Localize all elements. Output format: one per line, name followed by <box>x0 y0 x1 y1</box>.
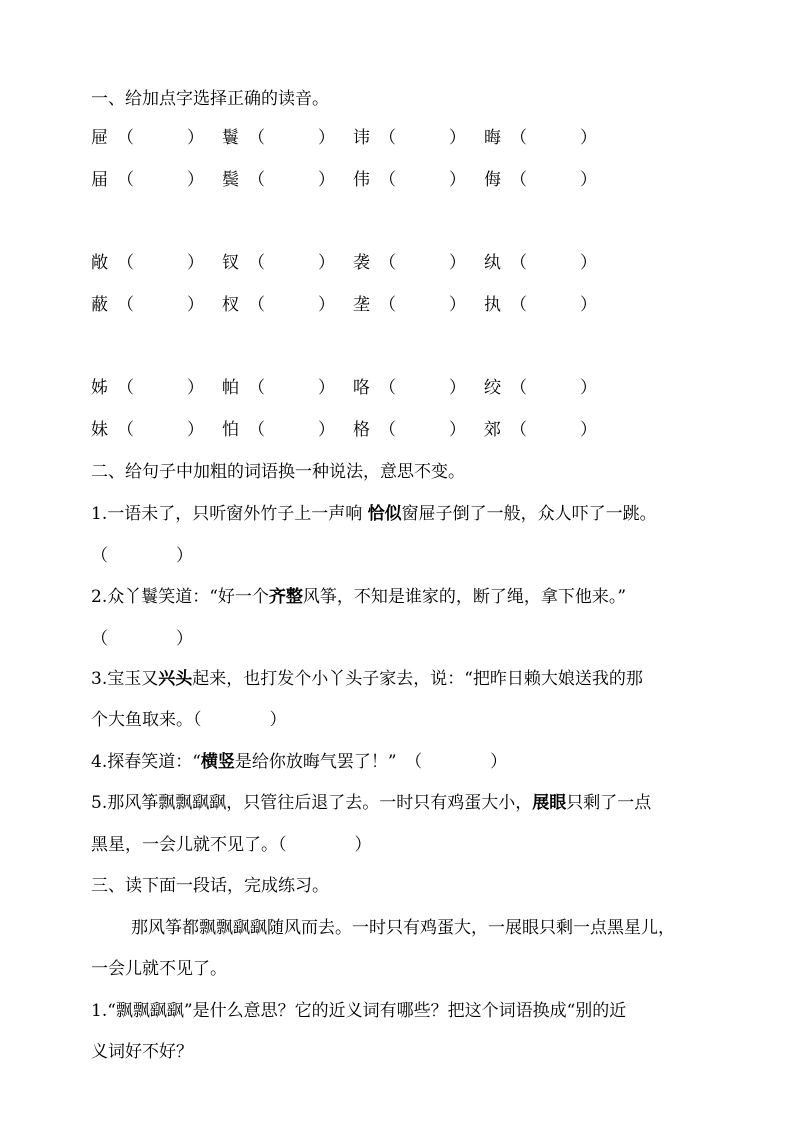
pinyin-item <box>353 127 466 149</box>
answer-blank-close: ） <box>187 128 204 148</box>
pinyin-item <box>484 377 597 399</box>
target-character: 姊 <box>91 378 108 398</box>
answer-blank-close: ） <box>580 420 597 440</box>
q1-text-b: 窗屉子倒了一般，众人吓了一跳。 <box>401 504 657 524</box>
answer-blank-open[interactable]: （ <box>510 378 527 398</box>
answer-blank-open[interactable]: （ <box>379 170 396 190</box>
pinyin-item <box>91 294 204 316</box>
q1-bold-word: 恰似 <box>367 504 402 524</box>
answer-blank-open[interactable]: （ <box>248 378 265 398</box>
pinyin-item <box>91 419 204 441</box>
pinyin-item <box>484 252 597 274</box>
answer-blank-close: ） <box>187 170 204 190</box>
pinyin-item <box>91 169 204 191</box>
answer-blank-close: ） <box>580 170 597 190</box>
answer-blank-open[interactable]: （ <box>117 253 134 273</box>
pinyin-item <box>222 419 335 441</box>
question-3-1-cont: 义词好不好？ <box>91 1042 193 1062</box>
target-character: 届 <box>91 170 108 190</box>
answer-blank-close: ） <box>449 170 466 190</box>
answer-blank-open[interactable]: （ <box>248 128 265 148</box>
target-character: 晦 <box>484 128 501 148</box>
answer-blank-close: ） <box>449 378 466 398</box>
answer-blank-open[interactable]: （ <box>248 170 265 190</box>
answer-blank-open[interactable]: （ <box>379 295 396 315</box>
q3-text-a: 3.宝玉又 <box>91 669 159 689</box>
target-character: 鬓 <box>222 170 239 190</box>
answer-blank-open[interactable]: （ <box>379 420 396 440</box>
q4-text-a: 4.探春笑道：“ <box>91 752 201 772</box>
passage-line-2: 一会儿就不见了。 <box>91 959 227 979</box>
pinyin-item <box>484 294 597 316</box>
q5-bold-word: 展眼 <box>532 793 567 813</box>
pinyin-item <box>222 169 335 191</box>
answer-blank-close: ） <box>318 420 335 440</box>
q2-text-b: 风筝，不知是谁家的，断了绳，拿下他来。” <box>302 587 627 607</box>
answer-blank-open[interactable]: （ <box>117 378 134 398</box>
answer-blank-open[interactable]: （ <box>117 295 134 315</box>
q2-bold-word: 齐整 <box>268 587 303 607</box>
answer-blank-close: ） <box>449 295 466 315</box>
question-2-5-cont: 黑星，一会儿就不见了。（ ） <box>91 835 372 855</box>
answer-blank-open[interactable]: （ <box>379 128 396 148</box>
pinyin-item <box>222 252 335 274</box>
q1-text-a: 1.一语未了，只听窗外竹子上一声响 <box>91 504 363 524</box>
pinyin-item <box>222 294 335 316</box>
target-character: 屉 <box>91 128 108 148</box>
target-character: 蔽 <box>91 295 108 315</box>
target-character: 杈 <box>222 295 239 315</box>
pinyin-item <box>91 377 204 399</box>
answer-blank-open[interactable]: （ <box>510 128 527 148</box>
question-2-2 <box>91 586 626 608</box>
passage-line-1: 那风筝都飘飘飖飖随风而去。一时只有鸡蛋大，一展眼只剩一点黑星儿， <box>131 918 675 938</box>
answer-blank-close: ） <box>318 170 335 190</box>
answer-blank-open[interactable]: （ <box>117 170 134 190</box>
answer-blank-close: ） <box>449 128 466 148</box>
target-character: 妹 <box>91 420 108 440</box>
answer-blank-close: ） <box>580 128 597 148</box>
target-character: 钗 <box>222 253 239 273</box>
question-2-3-cont: 个大鱼取来。（ ） <box>91 710 287 730</box>
q3-text-b: 起来，也打发个小丫头子家去，说：“把昨日赖大娘送我的那 <box>192 669 643 689</box>
answer-blank-open[interactable]: （ <box>248 420 265 440</box>
q5-text-b: 只剩了一点 <box>566 793 652 813</box>
answer-blank-open[interactable]: （ <box>117 128 134 148</box>
target-character: 绞 <box>484 378 501 398</box>
answer-blank-open[interactable]: （ <box>248 295 265 315</box>
answer-blank-close: ） <box>187 295 204 315</box>
question-2-5 <box>91 792 651 814</box>
pinyin-item <box>353 252 466 274</box>
pinyin-item <box>222 377 335 399</box>
target-character: 鬟 <box>222 128 239 148</box>
target-character: 郊 <box>484 420 501 440</box>
answer-blank-close: ） <box>318 378 335 398</box>
question-3-1: 1.“飘飘飖飖”是什么意思？它的近义词有哪些？把这个词语换成“别的近 <box>91 1001 627 1021</box>
q3-bold-word: 兴头 <box>158 669 193 689</box>
pinyin-item <box>91 252 204 274</box>
q4-text-b: 是给你放晦气罢了！” （ ） <box>234 752 508 772</box>
q2-text-a: 2.众丫鬟笑道：“好一个 <box>91 587 269 607</box>
answer-blank-open[interactable]: （ <box>379 378 396 398</box>
pinyin-item <box>484 127 597 149</box>
answer-blank-open[interactable]: （ <box>248 253 265 273</box>
answer-blank-close: ） <box>187 378 204 398</box>
pinyin-item <box>353 377 466 399</box>
question-2-4 <box>91 751 507 773</box>
pinyin-item <box>91 127 204 149</box>
target-character: 执 <box>484 295 501 315</box>
pinyin-item <box>353 169 466 191</box>
question-2-1 <box>91 503 657 525</box>
target-character: 怕 <box>222 420 239 440</box>
target-character: 帕 <box>222 378 239 398</box>
pinyin-item <box>222 127 335 149</box>
pinyin-item <box>484 419 597 441</box>
answer-blank-open[interactable]: （ <box>510 253 527 273</box>
target-character: 咯 <box>353 378 370 398</box>
target-character: 垄 <box>353 295 370 315</box>
target-character: 敞 <box>91 253 108 273</box>
answer-blank-open[interactable]: （ <box>510 170 527 190</box>
question-2-3 <box>91 668 643 690</box>
target-character: 讳 <box>353 128 370 148</box>
pinyin-item <box>353 419 466 441</box>
answer-blank-close: ） <box>318 128 335 148</box>
q4-bold-word: 横竖 <box>200 752 235 772</box>
answer-blank-open[interactable]: （ <box>117 420 134 440</box>
answer-blank-open[interactable]: （ <box>379 253 396 273</box>
answer-blank-open[interactable]: （ <box>510 420 527 440</box>
section1-title: 一、给加点字选择正确的读音。 <box>91 89 329 109</box>
target-character: 袭 <box>353 253 370 273</box>
answer-blank-close: ） <box>449 253 466 273</box>
answer-blank-close: ） <box>580 253 597 273</box>
answer-blank-open[interactable]: （ <box>510 295 527 315</box>
answer-blank-close: ） <box>449 420 466 440</box>
target-character: 侮 <box>484 170 501 190</box>
section3-title: 三、读下面一段话，完成练习。 <box>91 876 329 896</box>
answer-blank-close: ） <box>187 253 204 273</box>
answer-blank-close: ） <box>580 378 597 398</box>
answer-blank-close: ） <box>187 420 204 440</box>
section2-title: 二、给句子中加粗的词语换一种说法，意思不变。 <box>91 462 465 482</box>
pinyin-item <box>353 294 466 316</box>
answer-blank-close: ） <box>318 253 335 273</box>
answer-blank-2[interactable]: （ ） <box>91 629 193 649</box>
answer-blank-close: ） <box>318 295 335 315</box>
target-character: 伟 <box>353 170 370 190</box>
q5-text-a: 5.那风筝飘飘飖飖，只管往后退了去。一时只有鸡蛋大小， <box>91 793 533 813</box>
answer-blank-1[interactable]: （ ） <box>91 546 193 566</box>
target-character: 纨 <box>484 253 501 273</box>
target-character: 格 <box>353 420 370 440</box>
pinyin-item <box>484 169 597 191</box>
answer-blank-close: ） <box>580 295 597 315</box>
